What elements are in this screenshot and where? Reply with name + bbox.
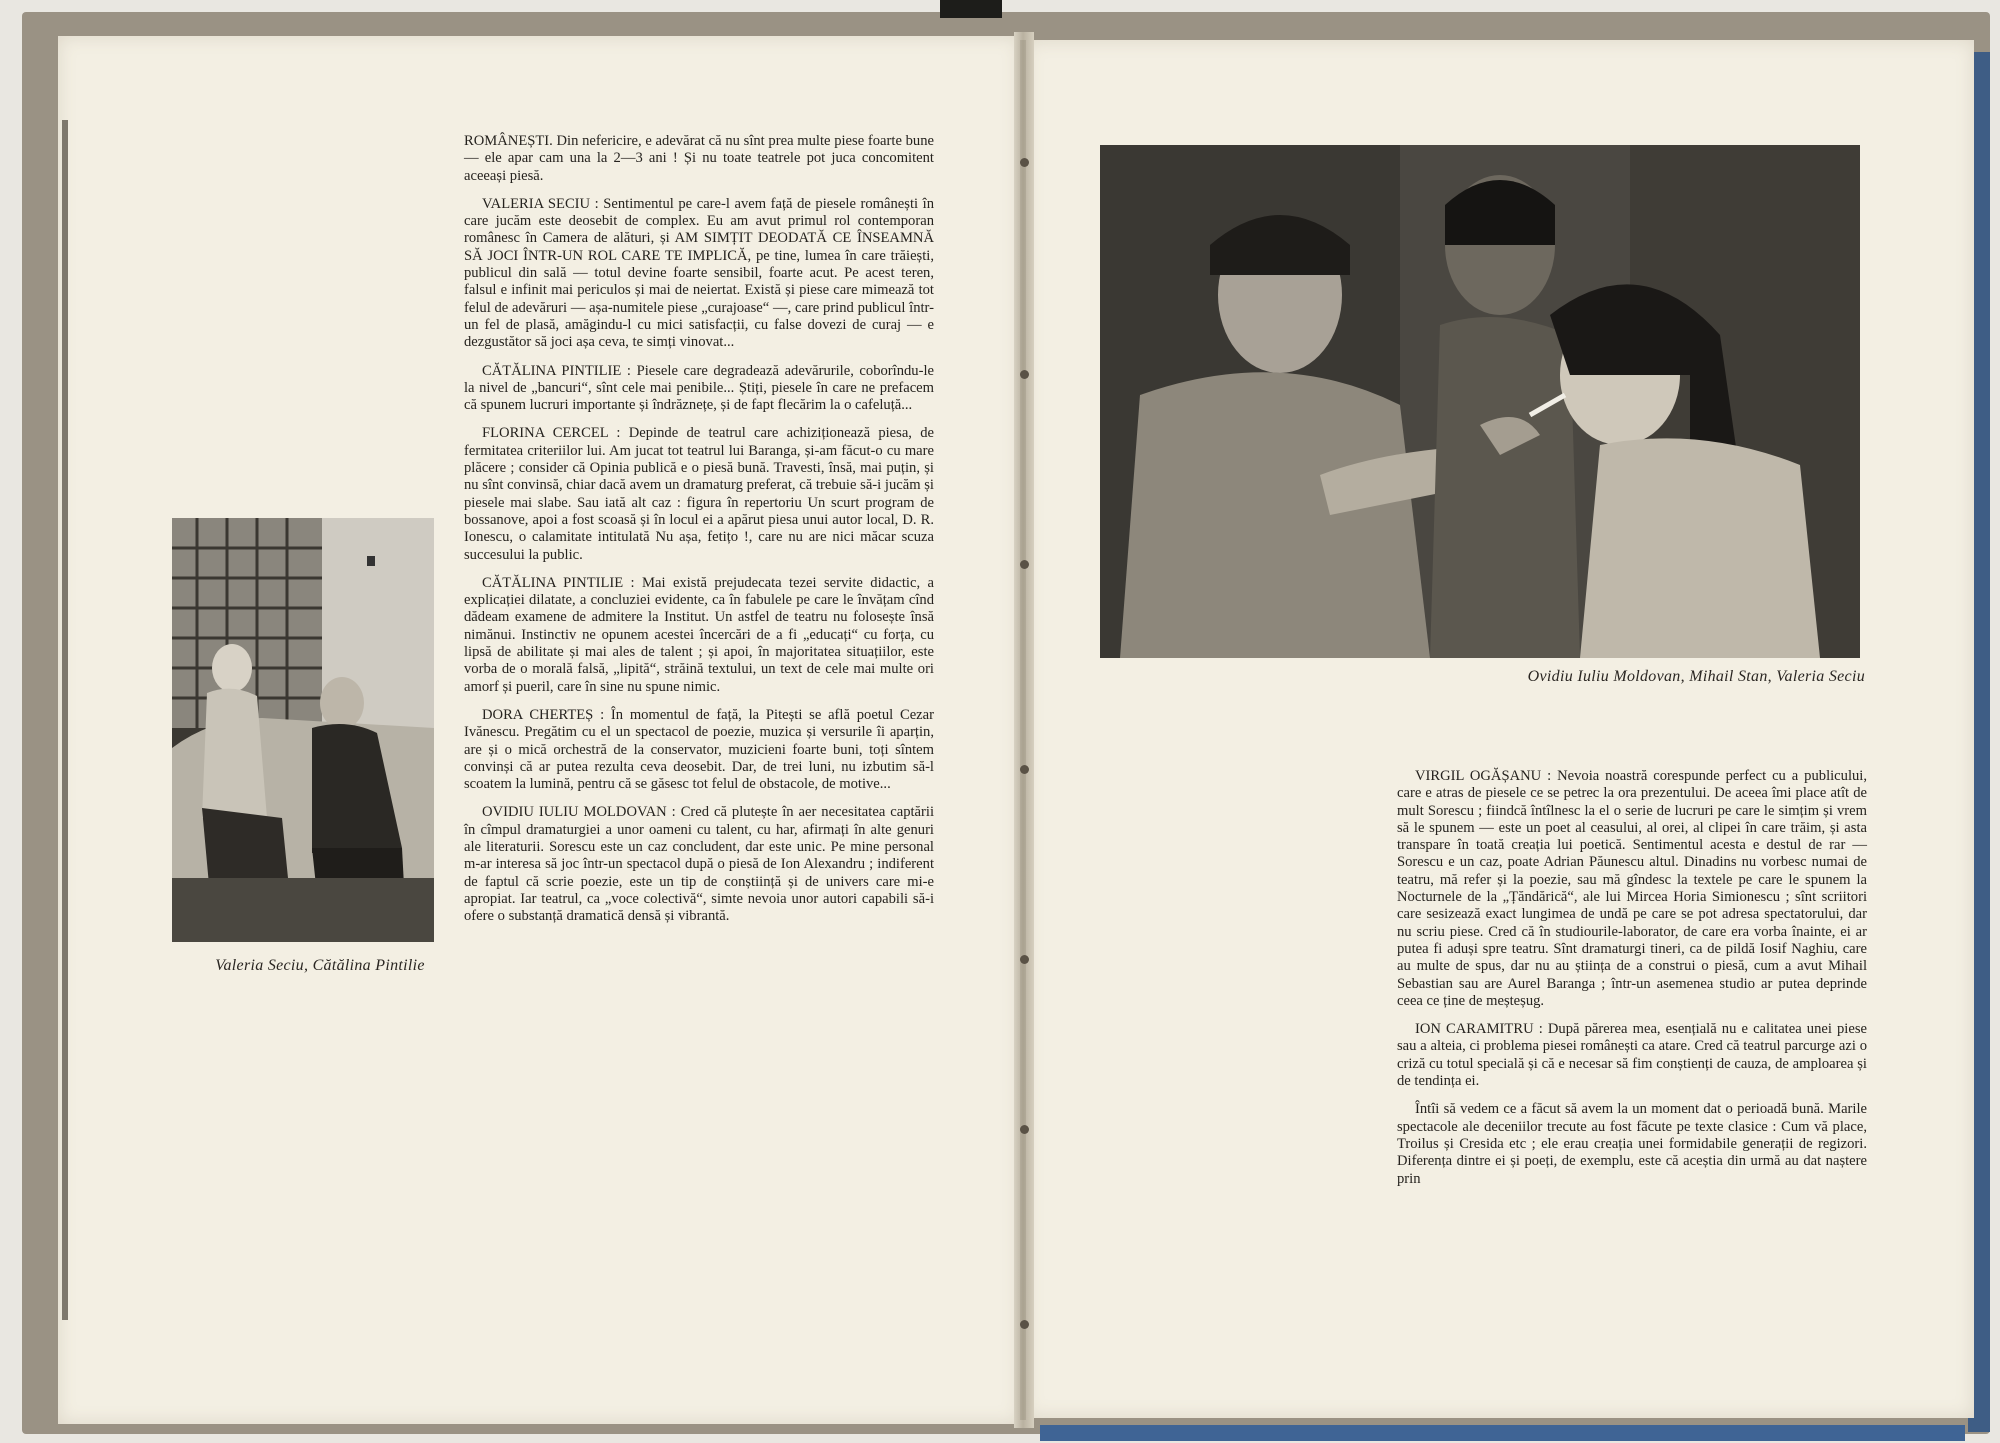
paragraph [1397,1101,1867,1187]
paragraph-text: Din nefericire, e adevărat că nu sînt prea multe piese foarte bune — ele apar cam una la 2—3 ani ! Și nu toate teatrele pot juca concomitent aceeași piesă. [464,133,934,184]
speaker-name: CĂTĂLINA PINTILIE : [482,362,631,379]
right-text-column [1397,768,1867,1199]
binding-stitch [1020,955,1029,964]
speaker-name: ROMÂNEȘTI. [464,133,553,149]
speaker-name: ION CARAMITRU : [1415,1021,1543,1038]
paragraph [464,363,934,415]
photo-moldovan-stan-seciu [1100,145,1860,658]
left-page-edge [62,120,68,1320]
binding-stitch [1020,560,1029,569]
speaker-name: CĂTĂLINA PINTILIE : [482,574,635,591]
speaker-name: DORA CHERTEȘ : [482,706,605,723]
photo-valeria-seciu-catalina-pintilie [172,518,434,942]
paragraph-text: Sentimentul pe care-l avem față de piesele românești în care jucăm este deosebit de complex. Eu am avut primul rol contemporan românesc în Camera de alături, și AM SIMȚIT DEODATĂ CE ÎNSEAMNĂ SĂ JOCI ÎNTR-UN ROL CARE TE IMPLICĂ, pe tine, lumea în care trăiești, publicul din sală — totul devine foarte sensibil, foarte acut. Pe acest teren, falsul e infinit mai periculos și mai de neiertat. Există și piese care mimează tot felul de adevăruri — așa-numitele piese „curajoase“ —, care prind publicul într-un fel de plasă, amăgindu-l cu mici satisfacții, cu false dovezi de curaj — e dezgustător să joci așa ceva, te simți vinovat... [464,195,934,351]
paragraph [464,804,934,925]
binding-stitch [1020,765,1029,774]
paragraph [1397,768,1867,1010]
speaker-name: VALERIA SECIU : [482,195,599,212]
paragraph-text: În momentul de față, la Pitești se află poetul Cezar Ivănescu. Pregătim cu el un spectacol de poezie, muzica și versurile îi aparțin, are și o mică orchestră de la conservator, muzicieni foarte buni, toți sîntem convinși că ar putea rezulta ceva deosebit. Dar, de trei luni, nu izbutim să-l scoatem la lumină, pentru că se găsesc tot felul de obstacole, de motive... [464,706,934,793]
paragraph [464,575,934,696]
binding-stitch [1020,1125,1029,1134]
paragraph [464,133,934,185]
paragraph-text: Întîi să vedem ce a făcut să avem la un moment dat o perioadă bună. Marile spectacole ale deceniilor trecute au fost făcute pe texte clasice : Cum vă place, Troilus și Cresida etc ; ele erau creația unei formidabile generații de regizori. Diferența dintre ei și poeți, de exemplu, este că aceștia din urmă au dat naștere prin [1397,1101,1867,1187]
paragraph [464,196,934,352]
paragraph [464,425,934,563]
cover-bottom-edge [1040,1425,1965,1441]
left-text-column [464,133,934,936]
speaker-name: FLORINA CERCEL : [482,425,621,442]
paragraph-text: După părerea mea, esențială nu e calitatea unei piese sau a alteia, ci problema piesei românești ca atare. Cred că teatrul parcurge azi o criză cu totul specială și că e necesar să fim conștienți de cauza, de amploarea și de tendința ei. [1397,1021,1867,1090]
paragraph [464,707,934,793]
paragraph-text: Cred că plutește în aer necesitatea captării în cîmpul dramaturgiei a unor oameni cu talent, cu har, afirmați în alte genuri ale literaturii. Sorescu este un caz concludent, dar este unic. Pe mine personal m-ar interesa să joc într-un spectacol după o piesă de Ion Alexandru ; indiferent de faptul că scrie poezie, este un tip de conștiință și de univers care mi-e apropiat. Iar teatrul, ca „voce colectivă“, simte nevoia unor autori capabili să-i ofere o substanță dramatică densă și vibrantă. [464,804,934,925]
paragraph-text: Depinde de teatrul care achiziționează piesa, de fermitatea criteriilor lui. Am jucat tot teatrul lui Baranga, și-am făcut-o cu mare plăcere ; consider că Opinia publică e o piesă bună. Travesti, însă, mai puțin, și nu sînt convinsă, chiar dacă avem un dramaturg preferat, că trebuie să-i jucăm și piesele mai slabe. Sau iată alt caz : figura în repertoriu Un scurt program de bossanove, apoi a fost scoasă și în locul ei a apărut piesa unui autor local, D. R. Ionescu, o calamitate intitulată Nu așa, fetițo !, care nu are nici măcar scuza succesului la public. [464,425,935,563]
paragraph-text: Nevoia noastră corespunde perfect cu a publicului, care e atras de piesele ce se petrec la ora prezentului. De aceea îmi place atît de mult Sorescu ; fiindcă întîlnesc la el o serie de lucruri pe care le simțim și vrem să le spunem — este un poet al ceasului, al orei, al clipei în care trăim, și asta transpare în toată creația lui poetică. Sentimentul acesta e destul de rar — Sorescu e un caz, poate Adrian Păunescu altul. Dinadins nu vorbesc numai de teatru, mă refer și la poezie, sau mă gîndesc la textele pe care le spunem la Nocturnele de la „Țăndărică“, ale lui Mircea Horia Simionescu ; sînt scriitori care sesizează exact lungimea de undă pe care se pot adresa spectatorului, dar nu scriu piese. Cred că în studiourile-laborator, de care era vorba înainte, ei ar putea fi aduși spre teatru. Sînt dramaturgi tineri, ca de pildă Iosif Naghiu, care au multe de spus, dar nu au știința de a construi o piesă, cum a avut Mihail Sebastian sau are Aurel Baranga ; într-un asemenea studio ar putea deprinde ceea ce ține de meșteșug. [1397,768,1868,1009]
bookmark-ribbon [940,0,1002,18]
photo-caption-right: Ovidiu Iuliu Moldovan, Mihail Stan, Valeria Seciu [1527,668,1865,685]
paragraph-text: Mai există prejudecata tezei servite didactic, a explicației dilatate, a concluziei evidente, ca în fabulele pe care le învățam cînd dădeam examene de admitere la Institut. Un astfel de teatru nu folosește însă nimănui. Instinctiv ne opunem acestei încercări de a fi „educați“ cu forța, cu lipsă de abilitate și mai ales de talent ; și apoi, în majoritatea situațiilor, este vorba de o morală falsă, „lipită“, străină textului, un text de cele mai multe ori amorf și pueril, care în sine nu spune nimic. [464,574,934,695]
binding-stitch [1020,370,1029,379]
binding-stitch [1020,1320,1029,1329]
paragraph-text: Piesele care degradează adevărurile, coborîndu-le la nivel de „bancuri“, sînt cele mai penibile... Știți, piesele în care ne prefacem că spunem lucruri importante și îndrăznețe, și de fapt flecărim la o cafeluță... [464,362,934,414]
gutter-shadow [1020,40,1026,1420]
speaker-name: OVIDIU IULIU MOLDOVAN : [482,804,676,821]
paragraph [1397,1021,1867,1090]
speaker-name: VIRGIL OGĂȘANU : [1415,768,1552,784]
photo-caption-left: Valeria Seciu, Cătălina Pintilie [215,957,425,974]
binding-stitch [1020,158,1029,167]
